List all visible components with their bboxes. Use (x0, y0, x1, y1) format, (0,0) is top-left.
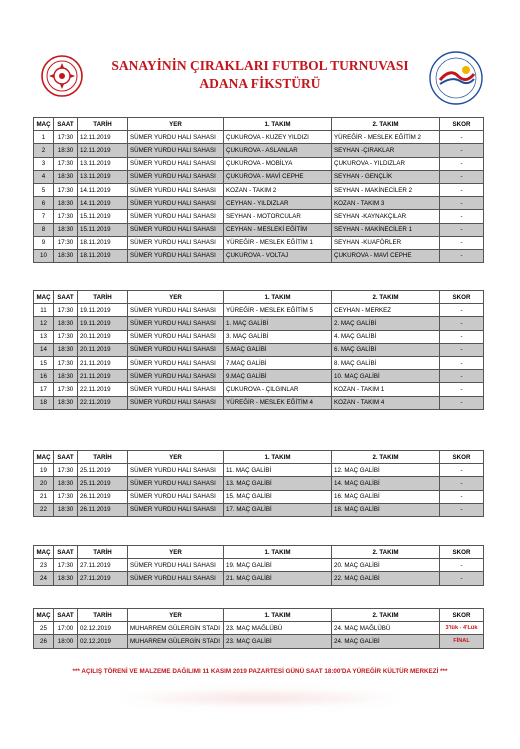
table-row (34, 572, 484, 585)
saat-cell: 17:30 (54, 304, 78, 317)
saat-cell: 17:30 (54, 157, 78, 170)
tarih-cell: 13.11.2019 (78, 170, 128, 183)
tarih-cell: 25.11.2019 (78, 464, 128, 477)
skor-cell: - (440, 343, 484, 356)
column-mac-header: MAÇ (34, 546, 54, 559)
takim-2-cell: SEYHAN -KAYNAKÇILAR (332, 210, 440, 223)
column-saat-header: SAAT (54, 118, 78, 131)
table-row (34, 304, 484, 317)
takim-2-cell: ÇUKUROVA - MAVİ CEPHE (332, 249, 440, 262)
column-tarih-header: TARİH (78, 118, 128, 131)
mac-cell: 25 (34, 622, 54, 635)
mac-cell: 19 (34, 464, 54, 477)
mac-cell: 16 (34, 370, 54, 383)
takim-1-cell: 3. MAÇ GALİBİ (224, 330, 332, 343)
takim-2-cell: KOZAN - TAKIM 1 (332, 383, 440, 396)
takim-2-cell: SEYHAN - MAKİNECİLER 2 (332, 183, 440, 196)
skor-cell: - (440, 304, 484, 317)
saat-cell: 18:30 (54, 249, 78, 262)
takim-1-cell: SEYHAN - MOTORCULAR (224, 210, 332, 223)
yer-cell: SÜMER YURDU HALI SAHASI (128, 144, 224, 157)
saat-cell: 17:30 (54, 383, 78, 396)
table-row (34, 559, 484, 572)
skor-cell: - (440, 170, 484, 183)
skor-cell: - (440, 490, 484, 503)
mac-cell: 15 (34, 356, 54, 369)
skor-cell: - (440, 370, 484, 383)
yer-cell: MUHARREM GÜLERGİN STADI (128, 622, 224, 635)
column-yer-header: YER (128, 118, 224, 131)
takim-2-cell: SEYHAN - MAKİNECİLER 1 (332, 223, 440, 236)
table-row (34, 343, 484, 356)
table-row (34, 370, 484, 383)
takim-2-cell: 2. MAÇ GALİBİ (332, 317, 440, 330)
yer-cell: SÜMER YURDU HALI SAHASI (128, 490, 224, 503)
mac-cell: 23 (34, 559, 54, 572)
table-row (34, 490, 484, 503)
tarih-cell: 15.11.2019 (78, 223, 128, 236)
table-row (34, 170, 484, 183)
saat-cell: 17:30 (54, 183, 78, 196)
tarih-cell: 12.11.2019 (78, 131, 128, 144)
takim-2-cell: 16. MAÇ GALİBİ (332, 490, 440, 503)
fixture-section-2 (33, 290, 483, 410)
skor-cell: - (440, 210, 484, 223)
yer-cell: SÜMER YURDU HALI SAHASI (128, 464, 224, 477)
yer-cell: SÜMER YURDU HALI SAHASI (128, 477, 224, 490)
tarih-cell: 12.11.2019 (78, 144, 128, 157)
blurred-signature (110, 690, 410, 706)
takim-2-cell: 6. MAÇ GALİBİ (332, 343, 440, 356)
takim-1-cell: 11. MAÇ GALİBİ (224, 464, 332, 477)
yer-cell: SÜMER YURDU HALI SAHASI (128, 131, 224, 144)
table-row (34, 635, 484, 648)
table-row (34, 131, 484, 144)
skor-cell: - (440, 249, 484, 262)
yer-cell: SÜMER YURDU HALI SAHASI (128, 396, 224, 409)
tarih-cell: 22.11.2019 (78, 383, 128, 396)
saat-cell: 18:30 (54, 396, 78, 409)
column-takim-1-header: 1. TAKIM (224, 546, 332, 559)
takim-1-cell: 5.MAÇ GALİBİ (224, 343, 332, 356)
tarih-cell: 15.11.2019 (78, 210, 128, 223)
mac-cell: 9 (34, 236, 54, 249)
saat-cell: 18:30 (54, 477, 78, 490)
mac-cell: 18 (34, 396, 54, 409)
tarih-cell: 20.11.2019 (78, 330, 128, 343)
takim-2-cell: SEYHAN - GENÇLİK (332, 170, 440, 183)
takim-1-cell: ÇUKUROVA - KUZEY YILDIZI (224, 131, 332, 144)
takim-2-cell: SEYHAN -ÇIRAKLAR (332, 144, 440, 157)
yer-cell: SÜMER YURDU HALI SAHASI (128, 223, 224, 236)
column-tarih-header: TARİH (78, 546, 128, 559)
takim-1-cell: YÜREĞİR - MESLEK EĞİTİM 4 (224, 396, 332, 409)
column-mac-header: MAÇ (34, 118, 54, 131)
saat-cell: 18:30 (54, 370, 78, 383)
takim-2-cell: 24. MAÇ GALİBİ (332, 635, 440, 648)
tarih-cell: 26.11.2019 (78, 490, 128, 503)
mac-cell: 17 (34, 383, 54, 396)
tarih-cell: 21.11.2019 (78, 356, 128, 369)
yer-cell: SÜMER YURDU HALI SAHASI (128, 157, 224, 170)
tarih-cell: 02.12.2019 (78, 635, 128, 648)
saat-cell: 18:30 (54, 317, 78, 330)
saat-cell: 17:30 (54, 131, 78, 144)
skor-cell: - (440, 383, 484, 396)
takim-2-cell: KOZAN - TAKIM 4 (332, 396, 440, 409)
column-tarih-header: TARİH (78, 609, 128, 622)
saat-cell: 18:30 (54, 223, 78, 236)
skor-cell: - (440, 183, 484, 196)
table-header-row (34, 291, 484, 304)
fixture-section-1 (33, 117, 483, 263)
column-yer-header: YER (128, 546, 224, 559)
column-takim-2-header: 2. TAKIM (332, 609, 440, 622)
fixture-table (33, 290, 484, 410)
skor-cell: - (440, 197, 484, 210)
column-takim-2-header: 2. TAKIM (332, 291, 440, 304)
yer-cell: SÜMER YURDU HALI SAHASI (128, 572, 224, 585)
saat-cell: 17:30 (54, 559, 78, 572)
column-skor-header: SKOR (440, 609, 484, 622)
takim-2-cell: 12. MAÇ GALİBİ (332, 464, 440, 477)
column-mac-header: MAÇ (34, 451, 54, 464)
saat-cell: 17:30 (54, 330, 78, 343)
tarih-cell: 18.11.2019 (78, 249, 128, 262)
mac-cell: 2 (34, 144, 54, 157)
skor-cell: 3'lük - 4'Lük (440, 622, 484, 635)
takim-1-cell: 9.MAÇ GALİBİ (224, 370, 332, 383)
mac-cell: 20 (34, 477, 54, 490)
mac-cell: 11 (34, 304, 54, 317)
yer-cell: SÜMER YURDU HALI SAHASI (128, 236, 224, 249)
yer-cell: SÜMER YURDU HALI SAHASI (128, 370, 224, 383)
tournament-logo-icon (428, 50, 484, 106)
table-row (34, 236, 484, 249)
table-row (34, 477, 484, 490)
column-skor-header: SKOR (440, 546, 484, 559)
takim-2-cell: 22. MAÇ GALİBİ (332, 572, 440, 585)
yer-cell: SÜMER YURDU HALI SAHASI (128, 343, 224, 356)
skor-cell: - (440, 572, 484, 585)
table-row (34, 622, 484, 635)
page-subtitle: ADANA FİKSTÜRÜ (199, 76, 321, 91)
skor-cell: - (440, 236, 484, 249)
yer-cell: SÜMER YURDU HALI SAHASI (128, 330, 224, 343)
column-takim-1-header: 1. TAKIM (224, 451, 332, 464)
takim-2-cell: 18. MAÇ GALİBİ (332, 503, 440, 516)
skor-cell: - (440, 157, 484, 170)
table-row (34, 396, 484, 409)
yer-cell: SÜMER YURDU HALI SAHASI (128, 383, 224, 396)
tarih-cell: 20.11.2019 (78, 343, 128, 356)
table-row (34, 503, 484, 516)
yer-cell: SÜMER YURDU HALI SAHASI (128, 559, 224, 572)
yer-cell: SÜMER YURDU HALI SAHASI (128, 170, 224, 183)
mac-cell: 24 (34, 572, 54, 585)
table-row (34, 464, 484, 477)
table-row (34, 197, 484, 210)
column-saat-header: SAAT (54, 291, 78, 304)
table-row (34, 183, 484, 196)
takim-1-cell: CEYHAN - YILDIZLAR (224, 197, 332, 210)
skor-cell: - (440, 131, 484, 144)
table-row (34, 317, 484, 330)
tarih-cell: 14.11.2019 (78, 183, 128, 196)
mac-cell: 4 (34, 170, 54, 183)
yer-cell: SÜMER YURDU HALI SAHASI (128, 503, 224, 516)
table-header-row (34, 546, 484, 559)
takim-1-cell: YÜREĞİR - MESLEK EĞİTİM 5 (224, 304, 332, 317)
column-mac-header: MAÇ (34, 291, 54, 304)
column-saat-header: SAAT (54, 546, 78, 559)
takim-1-cell: ÇUKUROVA - MAVİ CEPHE (224, 170, 332, 183)
saat-cell: 18:30 (54, 170, 78, 183)
mac-cell: 7 (34, 210, 54, 223)
saat-cell: 18:30 (54, 343, 78, 356)
tarih-cell: 13.11.2019 (78, 157, 128, 170)
tarih-cell: 19.11.2019 (78, 304, 128, 317)
mac-cell: 1 (34, 131, 54, 144)
mac-cell: 14 (34, 343, 54, 356)
tarih-cell: 19.11.2019 (78, 317, 128, 330)
takim-2-cell: YÜREĞİR - MESLEK EĞİTİM 2 (332, 131, 440, 144)
table-row (34, 383, 484, 396)
saat-cell: 18:30 (54, 197, 78, 210)
skor-cell: - (440, 317, 484, 330)
mac-cell: 5 (34, 183, 54, 196)
skor-cell: - (440, 144, 484, 157)
table-row (34, 144, 484, 157)
tarih-cell: 14.11.2019 (78, 197, 128, 210)
yer-cell: SÜMER YURDU HALI SAHASI (128, 249, 224, 262)
saat-cell: 17:30 (54, 210, 78, 223)
table-header-row (34, 118, 484, 131)
takim-1-cell: ÇUKUROVA - ASLANLAR (224, 144, 332, 157)
takim-2-cell: CEYHAN - MERKEZ (332, 304, 440, 317)
tarih-cell: 02.12.2019 (78, 622, 128, 635)
opening-ceremony-notice: *** AÇILIŞ TÖRENİ VE MALZEME DAĞILIMI 11 KASIM 2019 PAZARTESİ GÜNÜ SAAT 18:00'DA YÜREĞİR KÜLTÜR MERKEZİ *** (72, 668, 448, 675)
takim-1-cell: KOZAN - TAKIM 2 (224, 183, 332, 196)
takim-2-cell: KOZAN - TAKIM 3 (332, 197, 440, 210)
saat-cell: 18:30 (54, 572, 78, 585)
column-takim-1-header: 1. TAKIM (224, 291, 332, 304)
column-takim-2-header: 2. TAKIM (332, 451, 440, 464)
column-saat-header: SAAT (54, 451, 78, 464)
column-tarih-header: TARİH (78, 291, 128, 304)
takim-1-cell: 23. MAÇ GALİBİ (224, 635, 332, 648)
saat-cell: 18:00 (54, 635, 78, 648)
table-row (34, 330, 484, 343)
takim-2-cell: SEYHAN -KUAFÖRLER (332, 236, 440, 249)
skor-cell: - (440, 503, 484, 516)
table-row (34, 157, 484, 170)
fixture-table (33, 117, 484, 263)
yer-cell: SÜMER YURDU HALI SAHASI (128, 356, 224, 369)
takim-1-cell: CEYHAN - MESLEKİ EĞİTİM (224, 223, 332, 236)
yer-cell: SÜMER YURDU HALI SAHASI (128, 183, 224, 196)
mac-cell: 22 (34, 503, 54, 516)
skor-cell: - (440, 477, 484, 490)
column-takim-2-header: 2. TAKIM (332, 118, 440, 131)
column-yer-header: YER (128, 609, 224, 622)
fixture-section-4 (33, 545, 483, 586)
table-row (34, 249, 484, 262)
column-takim-2-header: 2. TAKIM (332, 546, 440, 559)
column-yer-header: YER (128, 291, 224, 304)
tarih-cell: 21.11.2019 (78, 370, 128, 383)
takim-1-cell: ÇUKUROVA - MOBİLYA (224, 157, 332, 170)
tarih-cell: 22.11.2019 (78, 396, 128, 409)
mac-cell: 21 (34, 490, 54, 503)
tarih-cell: 26.11.2019 (78, 503, 128, 516)
takim-1-cell: YÜREĞİR - MESLEK EĞİTİM 1 (224, 236, 332, 249)
mac-cell: 12 (34, 317, 54, 330)
yer-cell: SÜMER YURDU HALI SAHASI (128, 317, 224, 330)
saat-cell: 17:00 (54, 622, 78, 635)
takim-1-cell: 23. MAÇ MAĞLÜBÜ (224, 622, 332, 635)
skor-cell: - (440, 396, 484, 409)
table-header-row (34, 451, 484, 464)
takim-1-cell: 19. MAÇ GALİBİ (224, 559, 332, 572)
takim-1-cell: ÇUKUROVA - ÇILGINLAR (224, 383, 332, 396)
saat-cell: 18:30 (54, 144, 78, 157)
column-yer-header: YER (128, 451, 224, 464)
mac-cell: 13 (34, 330, 54, 343)
saat-cell: 17:30 (54, 490, 78, 503)
yer-cell: SÜMER YURDU HALI SAHASI (128, 197, 224, 210)
takim-1-cell: 17. MAÇ GALİBİ (224, 503, 332, 516)
skor-cell: - (440, 356, 484, 369)
mac-cell: 6 (34, 197, 54, 210)
takim-2-cell: 24. MAÇ MAĞLÜBÜ (332, 622, 440, 635)
takim-1-cell: 1. MAÇ GALİBİ (224, 317, 332, 330)
skor-cell: - (440, 330, 484, 343)
saat-cell: 17:30 (54, 356, 78, 369)
table-header-row (34, 609, 484, 622)
column-mac-header: MAÇ (34, 609, 54, 622)
tarih-cell: 18.11.2019 (78, 236, 128, 249)
takim-2-cell: 20. MAÇ GALİBİ (332, 559, 440, 572)
takim-2-cell: 4. MAÇ GALİBİ (332, 330, 440, 343)
takim-1-cell: 13. MAÇ GALİBİ (224, 477, 332, 490)
tarih-cell: 27.11.2019 (78, 572, 128, 585)
tarih-cell: 27.11.2019 (78, 559, 128, 572)
fixture-table (33, 450, 484, 517)
yer-cell: SÜMER YURDU HALI SAHASI (128, 304, 224, 317)
column-takim-1-header: 1. TAKIM (224, 609, 332, 622)
takim-2-cell: 10. MAÇ GALİBİ (332, 370, 440, 383)
document-header (0, 40, 520, 110)
mac-cell: 3 (34, 157, 54, 170)
takim-1-cell: ÇUKUROVA - VOLTAJ (224, 249, 332, 262)
table-row (34, 210, 484, 223)
mac-cell: 26 (34, 635, 54, 648)
column-saat-header: SAAT (54, 609, 78, 622)
mac-cell: 8 (34, 223, 54, 236)
yer-cell: SÜMER YURDU HALI SAHASI (128, 210, 224, 223)
skor-cell: - (440, 559, 484, 572)
saat-cell: 17:30 (54, 464, 78, 477)
takim-2-cell: 14. MAÇ GALİBİ (332, 477, 440, 490)
page-title: SANAYİNİN ÇIRAKLARI FUTBOL TURNUVASI (111, 58, 409, 73)
table-row (34, 223, 484, 236)
column-tarih-header: TARİH (78, 451, 128, 464)
takim-1-cell: 21. MAÇ GALİBİ (224, 572, 332, 585)
mac-cell: 10 (34, 249, 54, 262)
fixture-table (33, 545, 484, 586)
takim-1-cell: 7.MAÇ GALİBİ (224, 356, 332, 369)
yer-cell: MUHARREM GÜLERGİN STADI (128, 635, 224, 648)
column-skor-header: SKOR (440, 291, 484, 304)
takim-2-cell: ÇUKUROVA - YILDIZLAR (332, 157, 440, 170)
skor-cell: FİNAL (440, 635, 484, 648)
column-skor-header: SKOR (440, 451, 484, 464)
skor-cell: - (440, 464, 484, 477)
skor-cell: - (440, 223, 484, 236)
fixture-section-3 (33, 450, 483, 517)
saat-cell: 18:30 (54, 503, 78, 516)
table-row (34, 356, 484, 369)
tarih-cell: 25.11.2019 (78, 477, 128, 490)
column-takim-1-header: 1. TAKIM (224, 118, 332, 131)
saat-cell: 17:30 (54, 236, 78, 249)
column-skor-header: SKOR (440, 118, 484, 131)
takim-1-cell: 15. MAÇ GALİBİ (224, 490, 332, 503)
fixture-section-5 (33, 608, 483, 649)
takim-2-cell: 8. MAÇ GALİBİ (332, 356, 440, 369)
fixture-table (33, 608, 484, 649)
